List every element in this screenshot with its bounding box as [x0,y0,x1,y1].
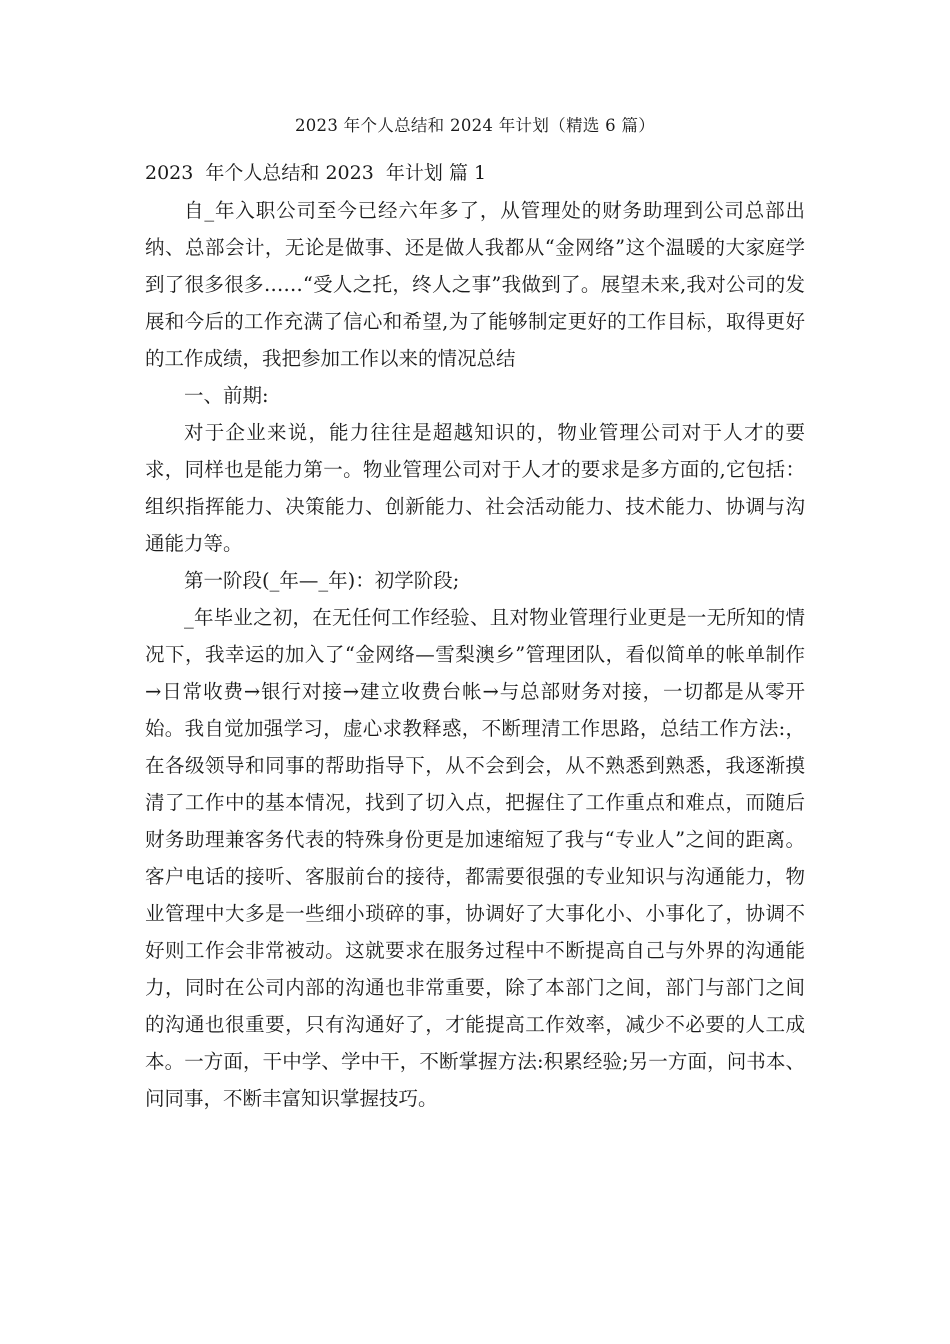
document-title: 2023 年个人总结和 2024 年计划（精选 6 篇） [294,116,656,135]
document-body [145,192,805,1117]
paragraph-stage-one-detail: _年毕业之初，在无任何工作经验、且对物业管理行业更是一无所知的情况下，我幸运的加入了“金网络—雪梨澳乡”管理团队，看似简单的帐单制作→日常收费→银行对接→建立收费台帐→与总部财务对接，一切都是从零开始。我自觉加强学习，虚心求教释惑，不断理清工作思路，总结工作方法:，在各级领导和同事的帮助指导下，从不会到会，从不熟悉到熟悉，我逐渐摸清了工作中的基本情况，找到了切入点，把握住了工作重点和难点，而随后财务助理兼客务代表的特殊身份更是加速缩短了我与“专业人”之间的距离。客户电话的接听、客服前台的接待，都需要很强的专业知识与沟通能力，物业管理中大多是一些细小琐碎的事，协调好了大事化小、小事化了，协调不好则工作会非常被动。这就要求在服务过程中不断提高自己与外界的沟通能力，同时在公司内部的沟通也非常重要，除了本部门之间，部门与部门之间的沟通也很重要，只有沟通好了，才能提高工作效率，减少不必要的人工成本。一方面，干中学、学中干，不断掌握方法:积累经验;另一方面，问书本、问同事，不断丰富知识掌握技巧。 [145,606,805,1110]
paragraph-heading-early-period: 一、前期: [184,384,269,407]
paragraph-stage-one: 第一阶段(_年—_年)：初学阶段; [184,569,460,592]
section-heading: 2023 年个人总结和 2023 年计划 篇 1 [145,162,487,184]
paragraph-intro: 自_年入职公司至今已经六年多了，从管理处的财务助理到公司总部出纳、总部会计，无论是做事、还是做人我都从“金网络”这个温暖的大家庭学到了很多很多……“受人之托，终人之事”我做到了。展望未来,我对公司的发展和今后的工作充满了信心和希望,为了能够制定更好的工作目标，取得更好的工作成绩，我把参加工作以来的情况总结 [145,199,805,370]
paragraph-ability: 对于企业来说，能力往往是超越知识的，物业管理公司对于人才的要求，同样也是能力第一。物业管理公司对于人才的要求是多方面的,它包括：组织指挥能力、决策能力、创新能力、社会活动能力、技术能力、协调与沟通能力等。 [145,421,805,555]
